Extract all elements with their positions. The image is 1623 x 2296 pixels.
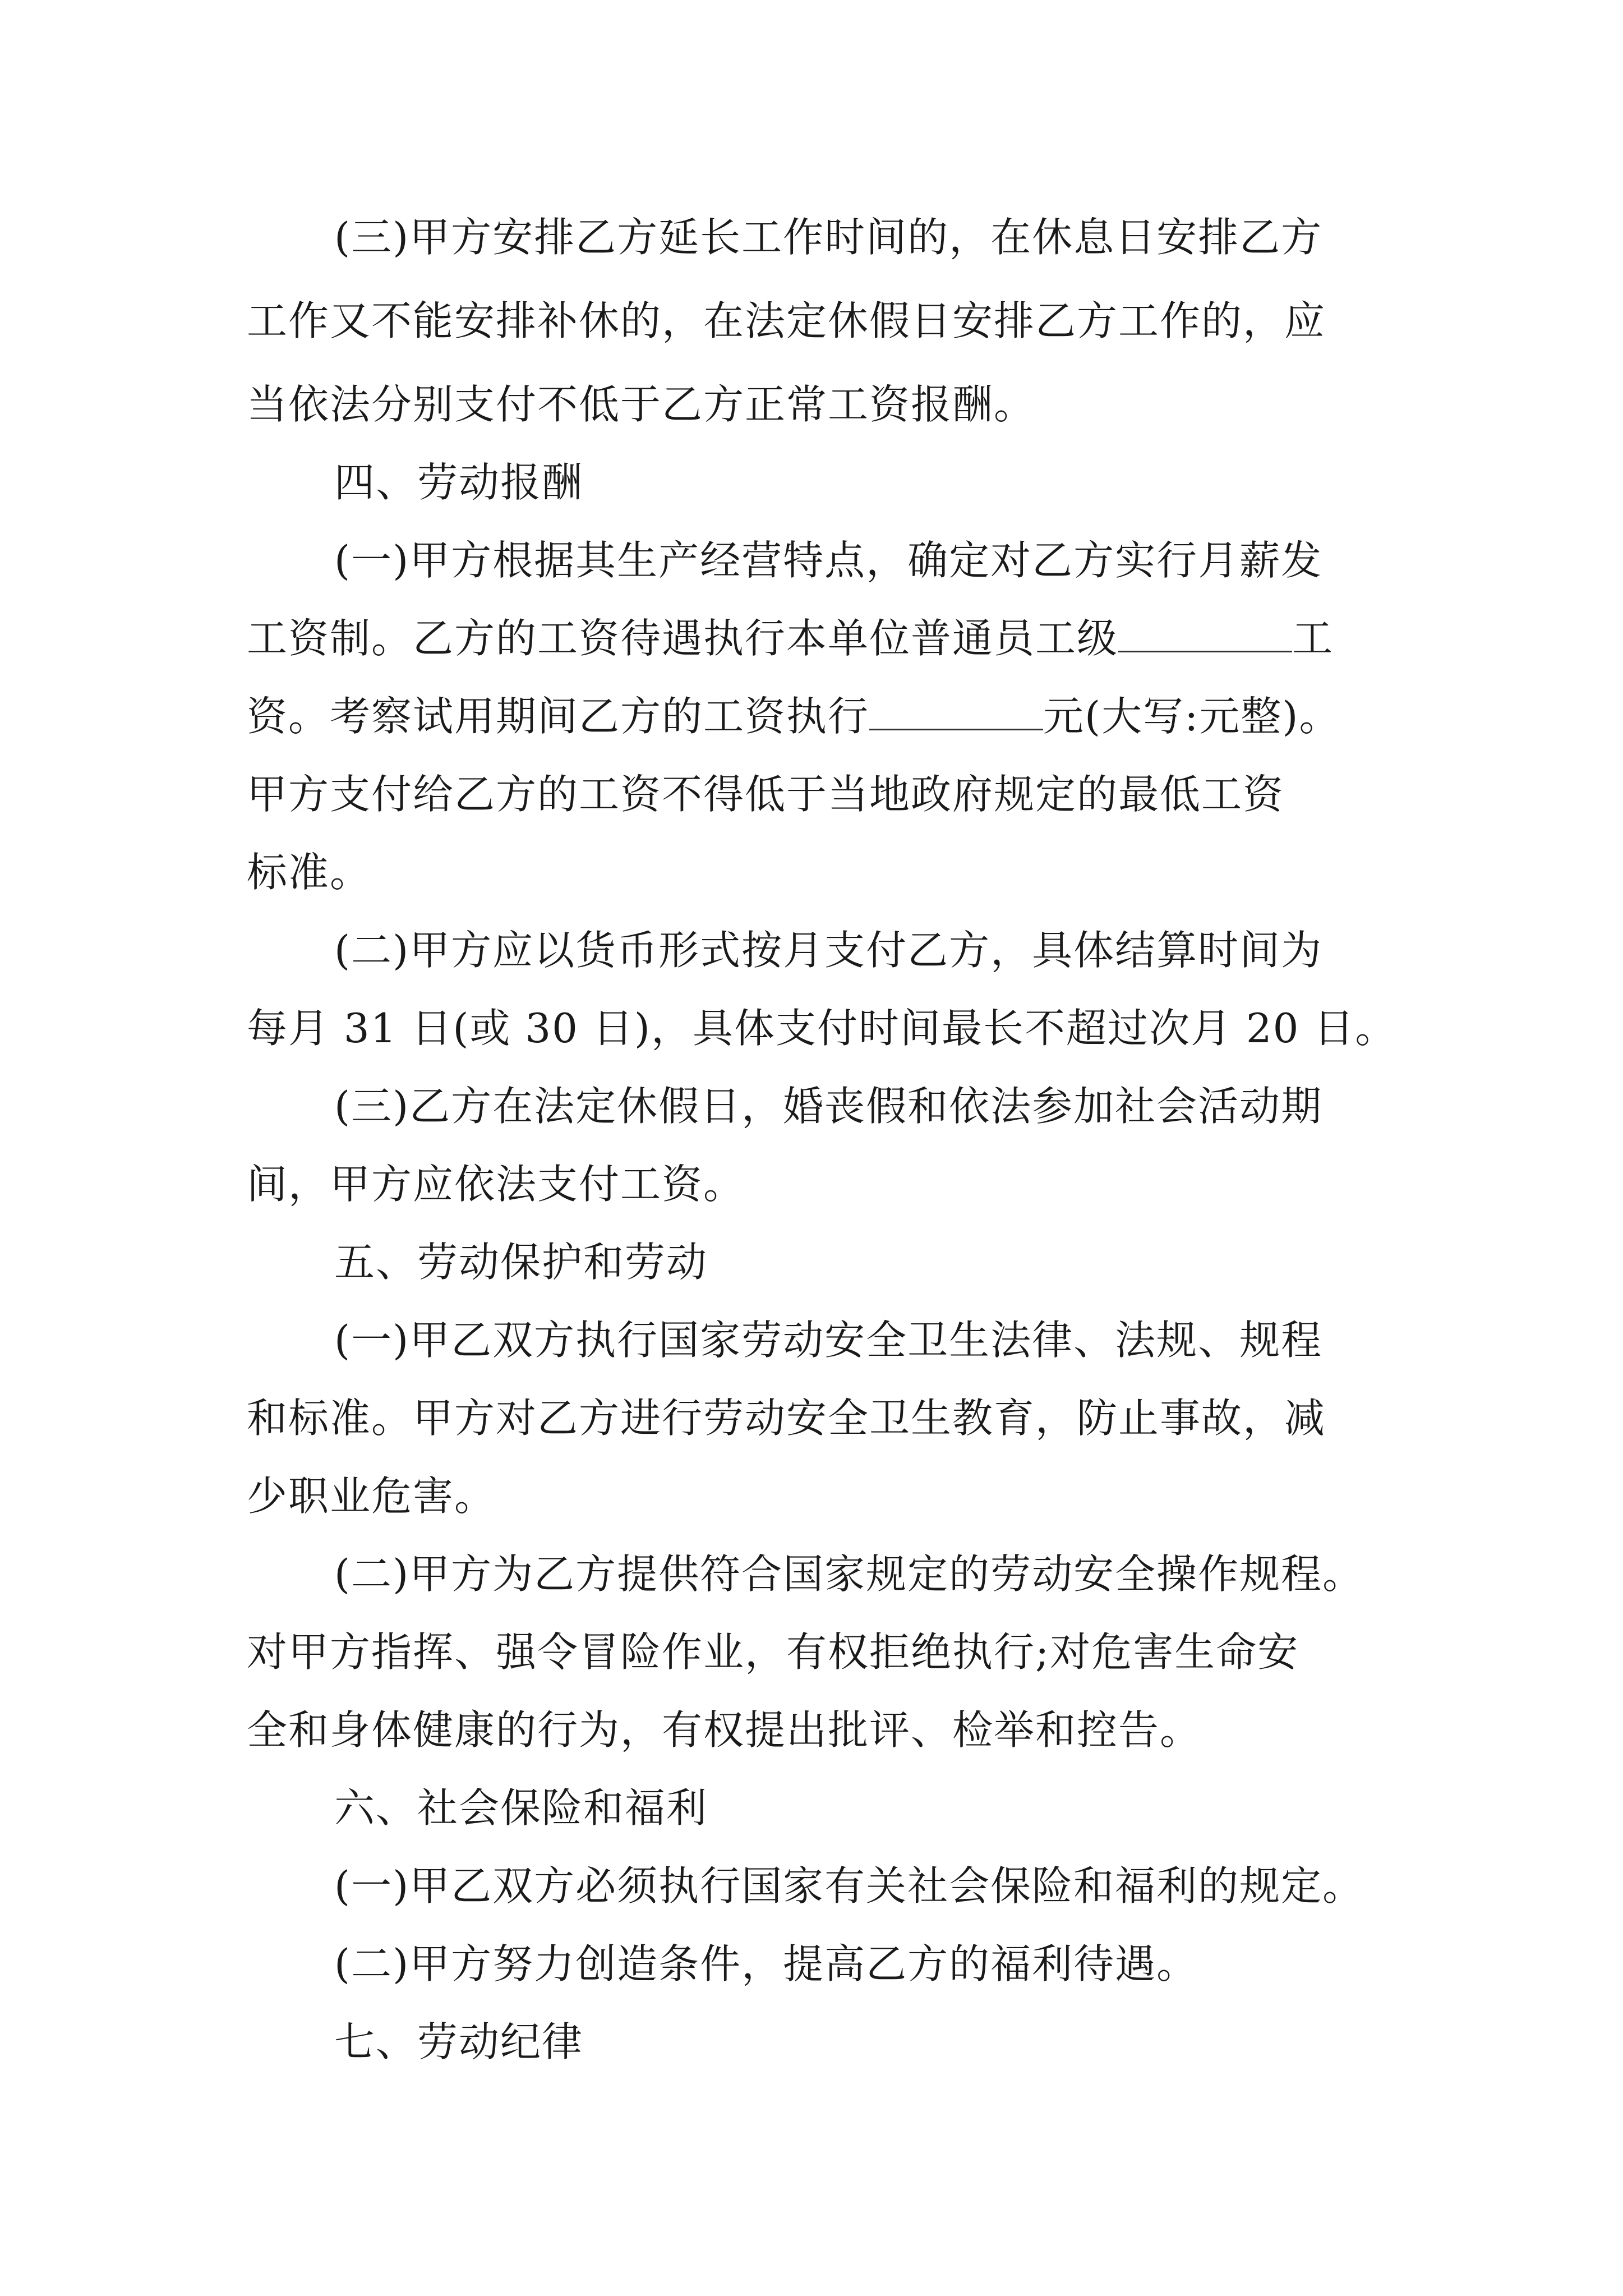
paragraph-line: (二)甲方应以货币形式按月支付乙方，具体结算时间为 xyxy=(334,927,1323,974)
paragraph-line: (三)乙方在法定休假日，婚丧假和依法参加社会活动期 xyxy=(334,1083,1323,1130)
section-heading: 五、劳动保护和劳动 xyxy=(334,1239,708,1286)
paragraph-line: 工作又不能安排补休的，在法定休假日安排乙方工作的，应 xyxy=(247,297,1326,344)
paragraph-line: 少职业危害。 xyxy=(247,1473,496,1520)
section-heading: 六、社会保险和福利 xyxy=(334,1784,708,1832)
paragraph-line xyxy=(247,611,1334,665)
wage-grade-blank[interactable] xyxy=(1118,614,1292,652)
paragraph-line: 间，甲方应依法支付工资。 xyxy=(247,1161,745,1208)
section-heading: 七、劳动纪律 xyxy=(334,2018,584,2065)
line-text: 工 xyxy=(1292,615,1334,662)
paragraph-line: 每月 31 日(或 30 日)，具体支付时间最长不超过次月 20 日。 xyxy=(247,1005,1397,1052)
paragraph-line: (二)甲方为乙方提供符合国家规定的劳动安全操作规程。 xyxy=(334,1550,1364,1598)
paragraph-line: (一)甲乙双方执行国家劳动安全卫生法律、法规、规程 xyxy=(334,1317,1323,1364)
probation-wage-blank[interactable] xyxy=(869,692,1043,730)
line-text: 元(大写:元整)。 xyxy=(1043,693,1341,740)
paragraph-line: (三)甲方安排乙方延长工作时间的，在休息日安排乙方 xyxy=(334,214,1323,261)
paragraph-line: 和标准。甲方对乙方进行劳动安全卫生教育，防止事故，减 xyxy=(247,1395,1326,1442)
paragraph-line: (一)甲方根据其生产经营特点，确定对乙方实行月薪发 xyxy=(334,537,1323,584)
paragraph-line: 全和身体健康的行为，有权提出批评、检举和控告。 xyxy=(247,1706,1202,1754)
paragraph-line: 甲方支付给乙方的工资不得低于当地政府规定的最低工资 xyxy=(247,771,1285,818)
paragraph-line: (一)甲乙双方必须执行国家有关社会保险和福利的规定。 xyxy=(334,1862,1364,1910)
paragraph-line xyxy=(247,689,1340,743)
line-text: 工资制。乙方的工资待遇执行本单位普通员工级 xyxy=(247,615,1119,662)
paragraph-line: 对甲方指挥、强令冒险作业，有权拒绝执行;对危害生命安 xyxy=(247,1628,1299,1676)
section-heading: 四、劳动报酬 xyxy=(334,459,584,506)
paragraph-line: 标准。 xyxy=(247,849,372,896)
paragraph-line: (二)甲方努力创造条件，提高乙方的福利待遇。 xyxy=(334,1940,1198,1987)
line-text: 资。考察试用期间乙方的工资执行 xyxy=(247,693,870,740)
paragraph-line: 当依法分别支付不低于乙方正常工资报酬。 xyxy=(247,381,1036,428)
